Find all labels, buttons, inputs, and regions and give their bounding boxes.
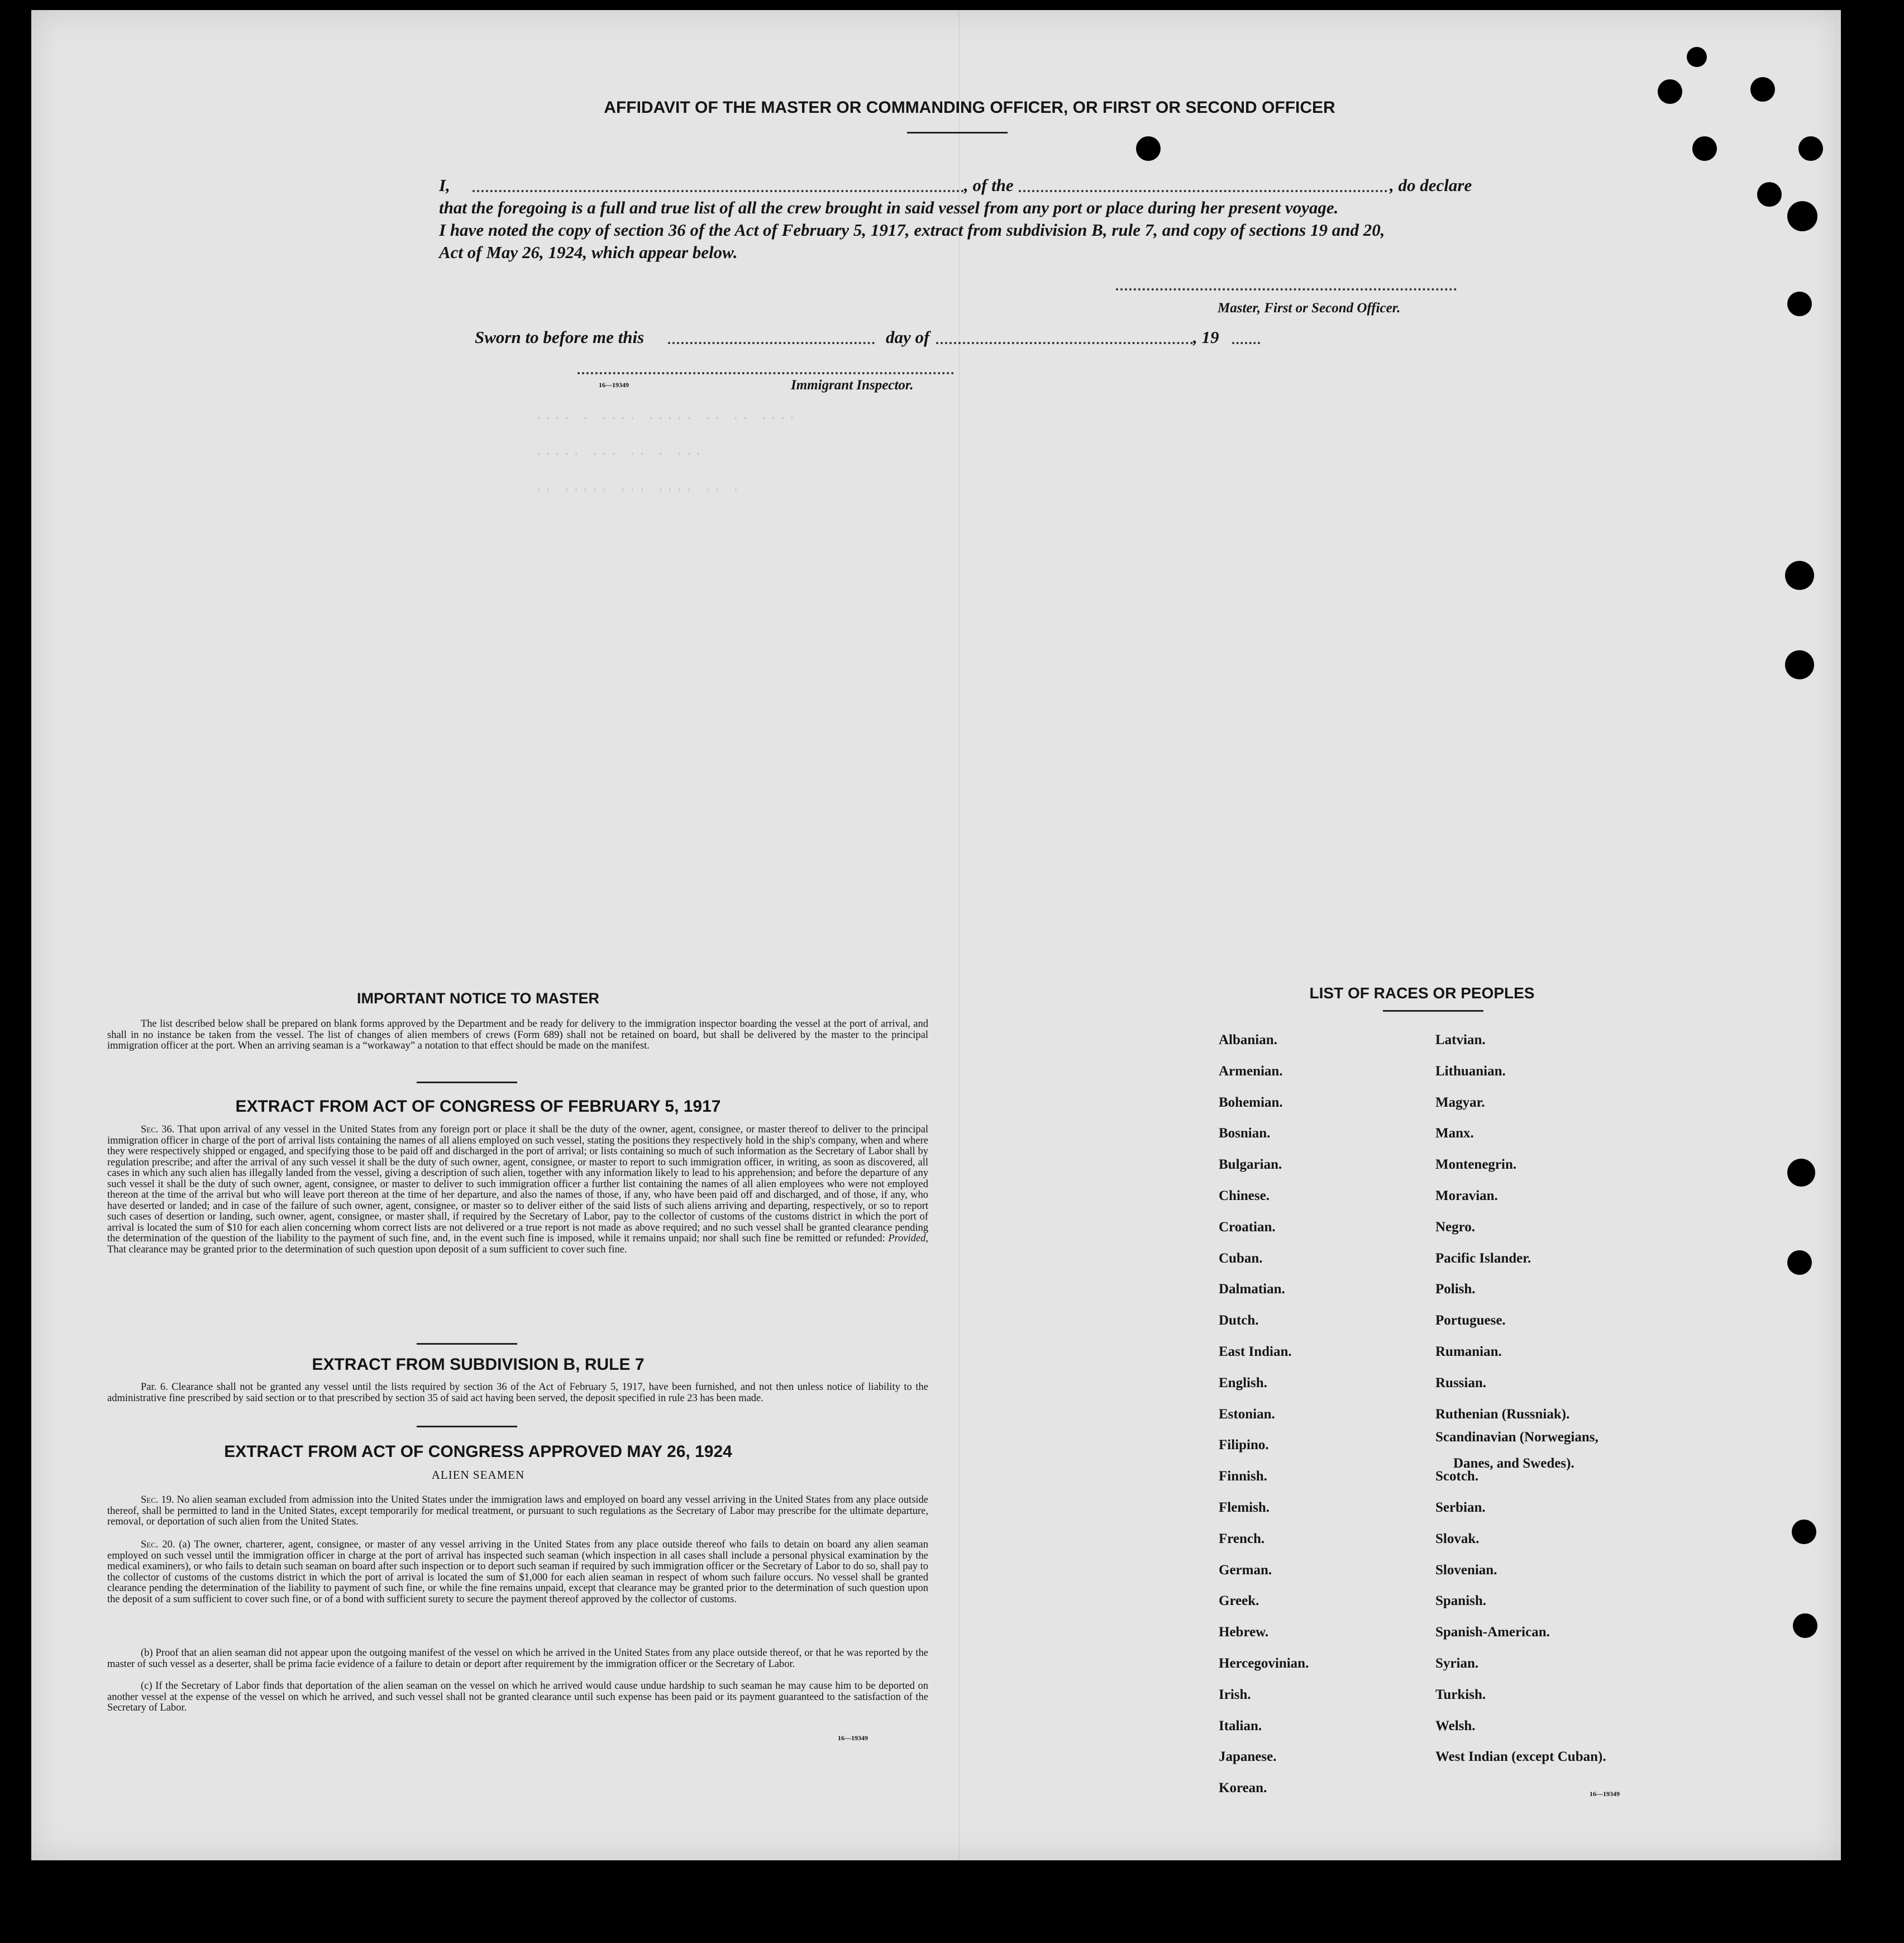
declare-line-2: that the foregoing is a full and true list of all the crew brought in said vessel from any port or place during her present voyage. (439, 198, 1339, 217)
provided-word: Provided, (888, 1233, 928, 1244)
bleed-line: ·· ····· ··· ···· ·· · (534, 482, 741, 499)
sworn-day-blank (668, 342, 875, 344)
punch-hole (1787, 201, 1817, 231)
i-label: I, (439, 175, 450, 195)
race-item: Bohemian. (1219, 1094, 1283, 1110)
race-right-continuation: Danes, and Swedes). (1453, 1456, 1574, 1471)
race-item: Polish. (1435, 1282, 1476, 1297)
race-item: Spanish. (1435, 1593, 1487, 1609)
punch-hole (1658, 79, 1682, 104)
race-item: Croatian. (1219, 1219, 1276, 1235)
races-divider (1383, 1010, 1483, 1012)
punch-hole (1692, 136, 1717, 161)
race-item: Scandinavian (Norwegians, (1435, 1430, 1598, 1445)
race-item: Ruthenian (Russniak). (1435, 1406, 1570, 1422)
punch-hole (1687, 47, 1707, 67)
race-item: Bosnian. (1219, 1126, 1271, 1141)
bleed-through-marks (534, 401, 1651, 904)
declare-line-4: Act of May 26, 1924, which appear below. (439, 242, 738, 262)
race-item: West Indian (except Cuban). (1435, 1749, 1606, 1765)
name-blank (473, 190, 964, 192)
race-item: Serbian. (1435, 1500, 1486, 1515)
race-item: Pacific Islander. (1435, 1250, 1531, 1266)
race-item: Dutch. (1219, 1313, 1259, 1328)
punch-hole (1787, 1250, 1812, 1275)
race-item: English. (1219, 1375, 1267, 1390)
notice-title: IMPORTANT NOTICE TO MASTER (357, 990, 599, 1007)
rule7-divider (417, 1343, 517, 1345)
notice-divider (417, 1082, 517, 1083)
race-item: Hercegovinian. (1219, 1656, 1309, 1671)
race-item: Spanish-American. (1435, 1625, 1550, 1640)
race-item: Russian. (1435, 1375, 1487, 1390)
punch-hole (1787, 292, 1812, 316)
race-item: Portuguese. (1435, 1313, 1506, 1328)
race-item: Scotch. (1435, 1469, 1479, 1484)
form-number-bottom-left: 16—19349 (838, 1734, 868, 1742)
extract-1924-divider (417, 1426, 517, 1427)
punch-hole (1792, 1520, 1816, 1544)
race-item: Japanese. (1219, 1749, 1277, 1765)
punch-hole (1750, 77, 1775, 102)
vessel-blank (1019, 190, 1387, 192)
punch-hole (1136, 136, 1161, 161)
punch-hole (1798, 136, 1823, 161)
sec-19-para (107, 1495, 928, 1528)
sec-20-label: Sec. 20. (141, 1539, 175, 1550)
race-item: Albanian. (1219, 1032, 1277, 1047)
sworn-year-blank (1232, 342, 1260, 344)
sec-20a-text: (a) The owner, charterer, agent, consignee, or master of any vessel arriving in the United States from any place outside thereof who fails to detain on board any alien seaman employed on such vessel until the immigration officer in charge at the port of arrival has inspected such seaman (which inspection in all cases shall include a personal physical examination by the medical examiners), or who fails to detain such seaman on board after such inspection or to deport such seaman if required by such immigration officer or the Secretary of Labor to do so, shall pay to the collector of customs of the customs district in which the port of arrival is located the sum of $1,000 for each alien seaman in respect of whom such failure occurs. No vessel shall be granted clearance pending the determination of the liability to payment of such fine, or while the fine remains unpaid, except that clearance may be granted prior to the determination of such question upon the deposit of a sum sufficient to cover such fine, or of a bond with sufficient surety to secure the payment thereof approved by the collector of customs. (107, 1539, 928, 1605)
race-item: Slovak. (1435, 1531, 1480, 1546)
sec-36-text-end: That clearance may be granted prior to the determination of such question upon deposit of a sum sufficient to cover such fine. (107, 1244, 627, 1255)
of-the-label: , of the (964, 175, 1014, 195)
race-item: Negro. (1435, 1219, 1476, 1235)
form-number-bottom-right: 16—19349 (1590, 1790, 1620, 1798)
extract-1917-body (107, 1125, 928, 1255)
sec-36-label: Sec. 36. (141, 1124, 175, 1135)
document-page (31, 10, 1841, 1860)
punch-hole (1793, 1613, 1817, 1638)
declare-line-3: I have noted the copy of section 36 of the Act of February 5, 1917, extract from subdivision B, rule 7, and copy of sections 19 and 20, (439, 220, 1385, 240)
race-item: Slovenian. (1435, 1562, 1497, 1578)
punch-hole (1785, 561, 1814, 590)
day-of-label: day of (886, 327, 930, 347)
race-item: Turkish. (1435, 1687, 1486, 1702)
race-item: Rumanian. (1435, 1344, 1502, 1359)
race-item: Bulgarian. (1219, 1157, 1282, 1173)
punch-hole (1785, 650, 1814, 679)
sec-20c-para: (c) If the Secretary of Labor finds that deportation of the alien seaman on the vessel on which he arrived would cause undue hardship to such seaman he may cause him to be deported on another vessel at the expense of the vessel on which he arrived, and such vessel shall not be granted clearance until such expense has been paid or its payment guaranteed to the satisfaction of the Secretary of Labor. (107, 1680, 928, 1713)
race-item: Dalmatian. (1219, 1282, 1285, 1297)
sec-19-label: Sec. 19. (141, 1494, 174, 1506)
sec-20b-para: (b) Proof that an alien seaman did not appear upon the outgoing manifest of the vessel on which he arrived in the United States from any place outside thereof, or that he was reported by the master of such vessel as a deserter, shall be prima facie evidence of a failure to detain or deport after requirement by the immigration officer or the Secretary of Labor. (107, 1647, 928, 1670)
sworn-label: Sworn to before me this (475, 327, 645, 347)
bleed-line: ···· · ···· ····· ·· ·· ···· (534, 410, 797, 427)
race-item: Flemish. (1219, 1500, 1270, 1515)
master-signature-line (1116, 288, 1457, 291)
race-item: Italian. (1219, 1718, 1262, 1734)
race-item: Montenegrin. (1435, 1157, 1517, 1173)
race-item: Magyar. (1435, 1094, 1485, 1110)
race-item: German. (1219, 1562, 1272, 1578)
race-item: Finnish. (1219, 1469, 1267, 1484)
extract-1924-title: EXTRACT FROM ACT OF CONGRESS APPROVED MAY 26, 1924 (224, 1442, 732, 1461)
race-item: Welsh. (1435, 1718, 1476, 1734)
alien-seamen-subtitle: ALIEN SEAMEN (431, 1468, 525, 1482)
race-item: Cuban. (1219, 1250, 1263, 1266)
bleed-line: ····· ··· ·· · ··· (534, 446, 703, 463)
race-item: Korean. (1219, 1780, 1267, 1796)
inspector-caption: Immigrant Inspector. (791, 378, 914, 393)
year-label: , 19 (1193, 327, 1219, 347)
sec-19-text: No alien seaman excluded from admission into the United States under the immigration laws and employed on board any vessel arriving in the United States from any place outside thereof, shall be permitted to land in the United States, except temporarily for medical treatment, or pursuant to such regulations as the Secretary of Labor may prescribe for the ultimate departure, removal, or deportation of such alien from the United States. (107, 1494, 928, 1527)
race-item: Hebrew. (1219, 1625, 1269, 1640)
race-item: Chinese. (1219, 1188, 1270, 1203)
declare-line-1 (439, 175, 450, 196)
race-item: East Indian. (1219, 1344, 1292, 1359)
races-title: LIST OF RACES OR PEOPLES (1309, 984, 1535, 1002)
master-caption: Master, First or Second Officer. (1218, 301, 1401, 316)
extract-rule7-body: Par. 6. Clearance shall not be granted any vessel until the lists required by section 36 of the Act of February 5, 1917, have been furnished, and not then unless notice of liability to the administrative fine prescribed by said section or to that prescribed by section 35 of said act having been served, the deposit specified in rule 23 has been made. (107, 1382, 928, 1404)
punch-hole (1757, 182, 1782, 207)
race-item: Estonian. (1219, 1406, 1275, 1422)
fold-crease (958, 10, 960, 1860)
form-number-top: 16—19349 (599, 381, 629, 389)
race-item: Irish. (1219, 1687, 1251, 1702)
race-item: Armenian. (1219, 1063, 1283, 1079)
sec-36-text: That upon arrival of any vessel in the United States from any foreign port or place it shall be the duty of the owner, agent, consignee, or master thereof to deliver to the principal immigration officer in charge of the port of arrival lists containing the names of all aliens employed on such vessel, stating the positions they respectively hold in the ship's company, when and where they were respectively shipped or engaged, and specifying those to be paid off and discharged in the port of arrival; or lists containing so much of such information as the Secretary of Labor shall by regulation prescribe; and after the arrival of any such vessel it shall be the duty of such owner, agent, consignee, or master to report to such immigration officer, in writing, as soon as discovered, all cases in which any such alien has illegally landed from the vessel, giving a description of such alien, together with any information likely to lead to his apprehension; and before the departure of any such vessel it shall be the duty of such owner, agent, consignee, or master to deliver to such immigration officer a further list containing the names of all alien employees who were not employed thereon at the time of the arrival but who will leave port thereon at the time of her departure, and also the names of those, if any, who have been paid off and discharged, and of those, if any, who have deserted or landed; and in case of the failure of such owner, agent, consignee, or master so to deliver either of the said lists of such aliens arriving and departing, respectively, or so to report such cases of desertion or landing, such owner, agent, consignee, or master shall, if required by the Secretary of Labor, pay to the collector of customs of the customs district in which the port of arrival is located the sum of $10 for each alien concerning whom correct lists are not delivered or a true report is not made as above required; and no such vessel shall be granted clearance pending the determination of the question of the liability to the payment of such fine, and, in the event such fine is imposed, while it remains unpaid; nor shall such fine be remitted or refunded: (107, 1124, 929, 1244)
race-item: Lithuanian. (1435, 1063, 1506, 1079)
declare-label: , do declare (1390, 175, 1472, 195)
race-item: Syrian. (1435, 1656, 1479, 1671)
affidavit-title: AFFIDAVIT OF THE MASTER OR COMMANDING OFFICER, OR FIRST OR SECOND OFFICER (604, 98, 1335, 117)
punch-hole (1787, 1159, 1815, 1187)
notice-body: The list described below shall be prepared on blank forms approved by the Department and be ready for delivery to the immigration inspector boarding the vessel at the port of arrival, and shall in no instance be taken from the vessel. The list of changes of alien members of crews (Form 689) shall not be retained on board, but shall be delivered by the master to the principal immigration officer at the port. When an arriving seaman is a “workaway” a notation to that effect should be made on the manifest. (107, 1018, 928, 1051)
race-item: Latvian. (1435, 1032, 1486, 1047)
sec-20a-para (107, 1540, 928, 1605)
race-item: Moravian. (1435, 1188, 1498, 1203)
race-item: Manx. (1435, 1126, 1474, 1141)
inspector-signature-line (578, 372, 954, 374)
title-divider (907, 132, 1008, 134)
extract-rule7-title: EXTRACT FROM SUBDIVISION B, RULE 7 (312, 1355, 645, 1374)
race-item: French. (1219, 1531, 1265, 1546)
race-item: Greek. (1219, 1593, 1259, 1609)
sworn-month-blank (936, 342, 1193, 344)
race-item: Filipino. (1219, 1437, 1269, 1453)
extract-1917-title: EXTRACT FROM ACT OF CONGRESS OF FEBRUARY 5, 1917 (235, 1097, 721, 1116)
